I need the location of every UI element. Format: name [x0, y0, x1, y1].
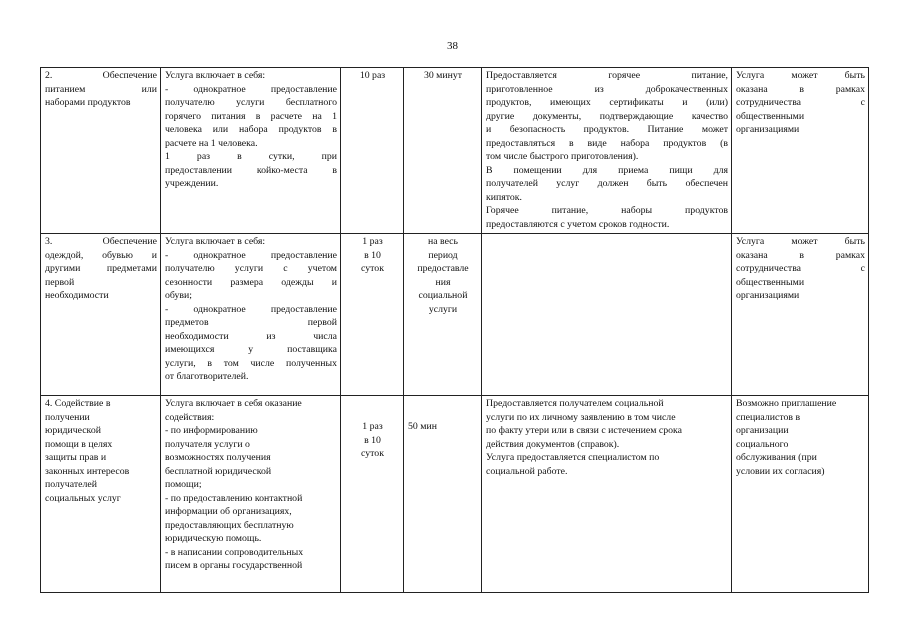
conditions-line: по факту утери или в связи с истечением срока: [486, 425, 682, 436]
conditions-cell: [482, 234, 732, 396]
conditions-line: действия документов (справок).: [486, 438, 620, 450]
periodicity-line: суток: [361, 448, 384, 459]
note-line: Услуга может быть: [736, 70, 865, 81]
content-line: от благотворителей.: [165, 371, 249, 382]
service-name-line: защиты прав и: [45, 452, 107, 463]
note-cell: [732, 68, 869, 234]
conditions-line: социальной работе.: [486, 465, 568, 477]
service-name-line: помощи в целях: [45, 438, 113, 450]
duration-line: ния: [435, 276, 451, 288]
content-line: предоставляющих бесплатную: [165, 519, 294, 531]
table-row-clothing: [41, 234, 869, 396]
periodicity-line: в 10: [364, 249, 381, 261]
note-line: организациями: [736, 290, 800, 301]
table-row-legal: [41, 396, 869, 593]
periodicity-line: в 10: [364, 434, 381, 446]
service-name-line: законных интересов: [45, 465, 130, 477]
duration-line: период: [428, 249, 458, 261]
content-line: сезонности размера одежды и: [165, 276, 337, 288]
note-line: условии их согласия): [736, 465, 825, 477]
conditions-line: и безопасность продуктов. Питание может: [486, 124, 728, 135]
content-line: необходимости из числа: [165, 330, 337, 342]
service-name-line: получателей: [45, 479, 97, 490]
content-line: писем в органы государственной: [165, 560, 303, 571]
note-line: Услуга может быть: [736, 236, 865, 247]
periodicity-cell: [341, 234, 404, 396]
note-line: специалистов в: [736, 411, 801, 423]
duration-line: услуги: [428, 303, 458, 315]
conditions-line: получателей услуг должен быть обеспечен: [486, 178, 728, 189]
content-line: получателю услуги с учетом: [165, 263, 337, 274]
service-content-cell: [161, 68, 341, 234]
duration-cell: [404, 234, 482, 396]
conditions-line: услуги по их личному заявлению в том числе: [486, 411, 676, 423]
service-name-line: 4. Содействие в: [45, 398, 111, 409]
note-line: сотрудничества с: [736, 263, 865, 274]
content-line: Услуга включает в себя:: [165, 236, 266, 247]
table-row-food: [41, 68, 869, 234]
periodicity-cell: [341, 68, 404, 234]
duration-line: социальной: [418, 290, 468, 301]
service-name-line: получении: [45, 411, 90, 423]
periodicity-line: 1 раз: [362, 236, 383, 247]
content-line: 1 раз в сутки, при: [165, 151, 337, 162]
conditions-line: кипяток.: [486, 191, 523, 203]
conditions-cell: [482, 68, 732, 234]
content-line: предоставлении койко-места в: [165, 164, 337, 176]
conditions-line: Предоставляется получателем социальной: [486, 398, 664, 409]
note-line: общественными: [736, 110, 805, 122]
content-line: Услуга включает в себя:: [165, 70, 266, 81]
note-line: организации: [736, 425, 789, 436]
periodicity-cell: [341, 396, 404, 593]
content-line: содействия:: [165, 411, 215, 423]
periodicity-line: суток: [361, 263, 384, 274]
service-name-cell: [41, 68, 161, 234]
conditions-line: продуктов, имеющих сертификаты и (или): [486, 97, 728, 108]
service-content-cell: [161, 396, 341, 593]
note-line: оказана в рамках: [736, 249, 865, 261]
duration-cell: [404, 396, 482, 593]
content-line: - в написании сопроводительных: [165, 546, 304, 558]
conditions-line: Горячее питание, наборы продуктов: [486, 205, 728, 216]
service-name-line: необходимости: [45, 290, 109, 301]
duration-line: предоставле: [417, 263, 469, 274]
note-cell: [732, 396, 869, 593]
note-line: организациями: [736, 124, 800, 135]
periodicity-line: 1 раз: [362, 421, 383, 432]
content-line: получателю услуги бесплатного: [165, 97, 337, 108]
conditions-line: Услуга предоставляется специалистом по: [486, 452, 660, 463]
services-table: [40, 67, 869, 593]
content-line: Услуга включает в себя оказание: [165, 398, 302, 409]
conditions-line: В помещении для приема пищи для: [486, 164, 728, 176]
note-line: общественными: [736, 276, 805, 288]
note-line: обслуживания (при: [736, 452, 817, 463]
service-name-cell: [41, 234, 161, 396]
conditions-line: предоставляться в виде набора продуктов (в: [486, 137, 728, 149]
page-number: 38: [447, 40, 458, 52]
duration-line: на весь: [427, 236, 459, 247]
service-content-cell: [161, 234, 341, 396]
conditions-line: том числе быстрого приготовления).: [486, 151, 639, 162]
content-line: обуви;: [165, 290, 192, 301]
content-line: расчете на 1 человека.: [165, 137, 258, 149]
periodicity-value: 10 раз: [359, 70, 386, 81]
content-line: предметов первой: [165, 317, 337, 328]
service-name-line: наборами продуктов: [45, 97, 131, 108]
content-line: - однократное предоставление: [165, 249, 337, 261]
content-line: - однократное предоставление: [165, 83, 337, 95]
service-name-line: 2. Обеспечение: [45, 70, 157, 81]
content-line: - по предоставлению контактной: [165, 492, 303, 504]
content-line: человека или набора продуктов в: [165, 124, 337, 135]
content-line: услуги, в том числе полученных: [165, 357, 337, 369]
service-name-line: юридической: [45, 425, 101, 436]
content-line: получателя услуги о: [165, 438, 250, 450]
content-line: помощи;: [165, 479, 202, 490]
conditions-line: другие документы, подтверждающие качество: [486, 110, 728, 122]
service-name-line: одеждой, обувью и: [45, 249, 157, 261]
note-line: оказана в рамках: [736, 83, 865, 95]
conditions-line: Предоставляется горячее питание,: [486, 70, 728, 81]
content-line: имеющихся у поставщика: [165, 344, 337, 355]
service-name-line: социальных услуг: [45, 492, 121, 504]
duration-value: 50 мин: [408, 421, 437, 432]
content-line: - по информированию: [165, 425, 258, 436]
note-cell: [732, 234, 869, 396]
content-line: юридическую помощь.: [165, 533, 262, 544]
content-line: возможностях получения: [165, 452, 271, 463]
service-name-cell: [41, 396, 161, 593]
conditions-line: предоставляются с учетом сроков годности.: [486, 218, 670, 230]
note-line: социального: [736, 438, 789, 450]
content-line: информации об организациях,: [165, 506, 292, 517]
content-line: - однократное предоставление: [165, 303, 337, 315]
service-name-line: другими предметами: [45, 263, 157, 274]
duration-value: 30 минут: [423, 70, 463, 81]
content-line: учреждении.: [165, 178, 219, 189]
note-line: Возможно приглашение: [736, 398, 837, 409]
note-line: сотрудничества с: [736, 97, 865, 108]
service-name-line: первой: [45, 276, 75, 288]
service-name-line: 3. Обеспечение: [45, 236, 157, 247]
conditions-line: приготовленное из доброкачественных: [486, 83, 728, 95]
content-line: бесплатной юридической: [165, 465, 272, 477]
conditions-cell: [482, 396, 732, 593]
duration-cell: [404, 68, 482, 234]
content-line: горячего питания в расчете на 1: [165, 110, 337, 122]
service-name-line: питанием или: [45, 83, 157, 95]
